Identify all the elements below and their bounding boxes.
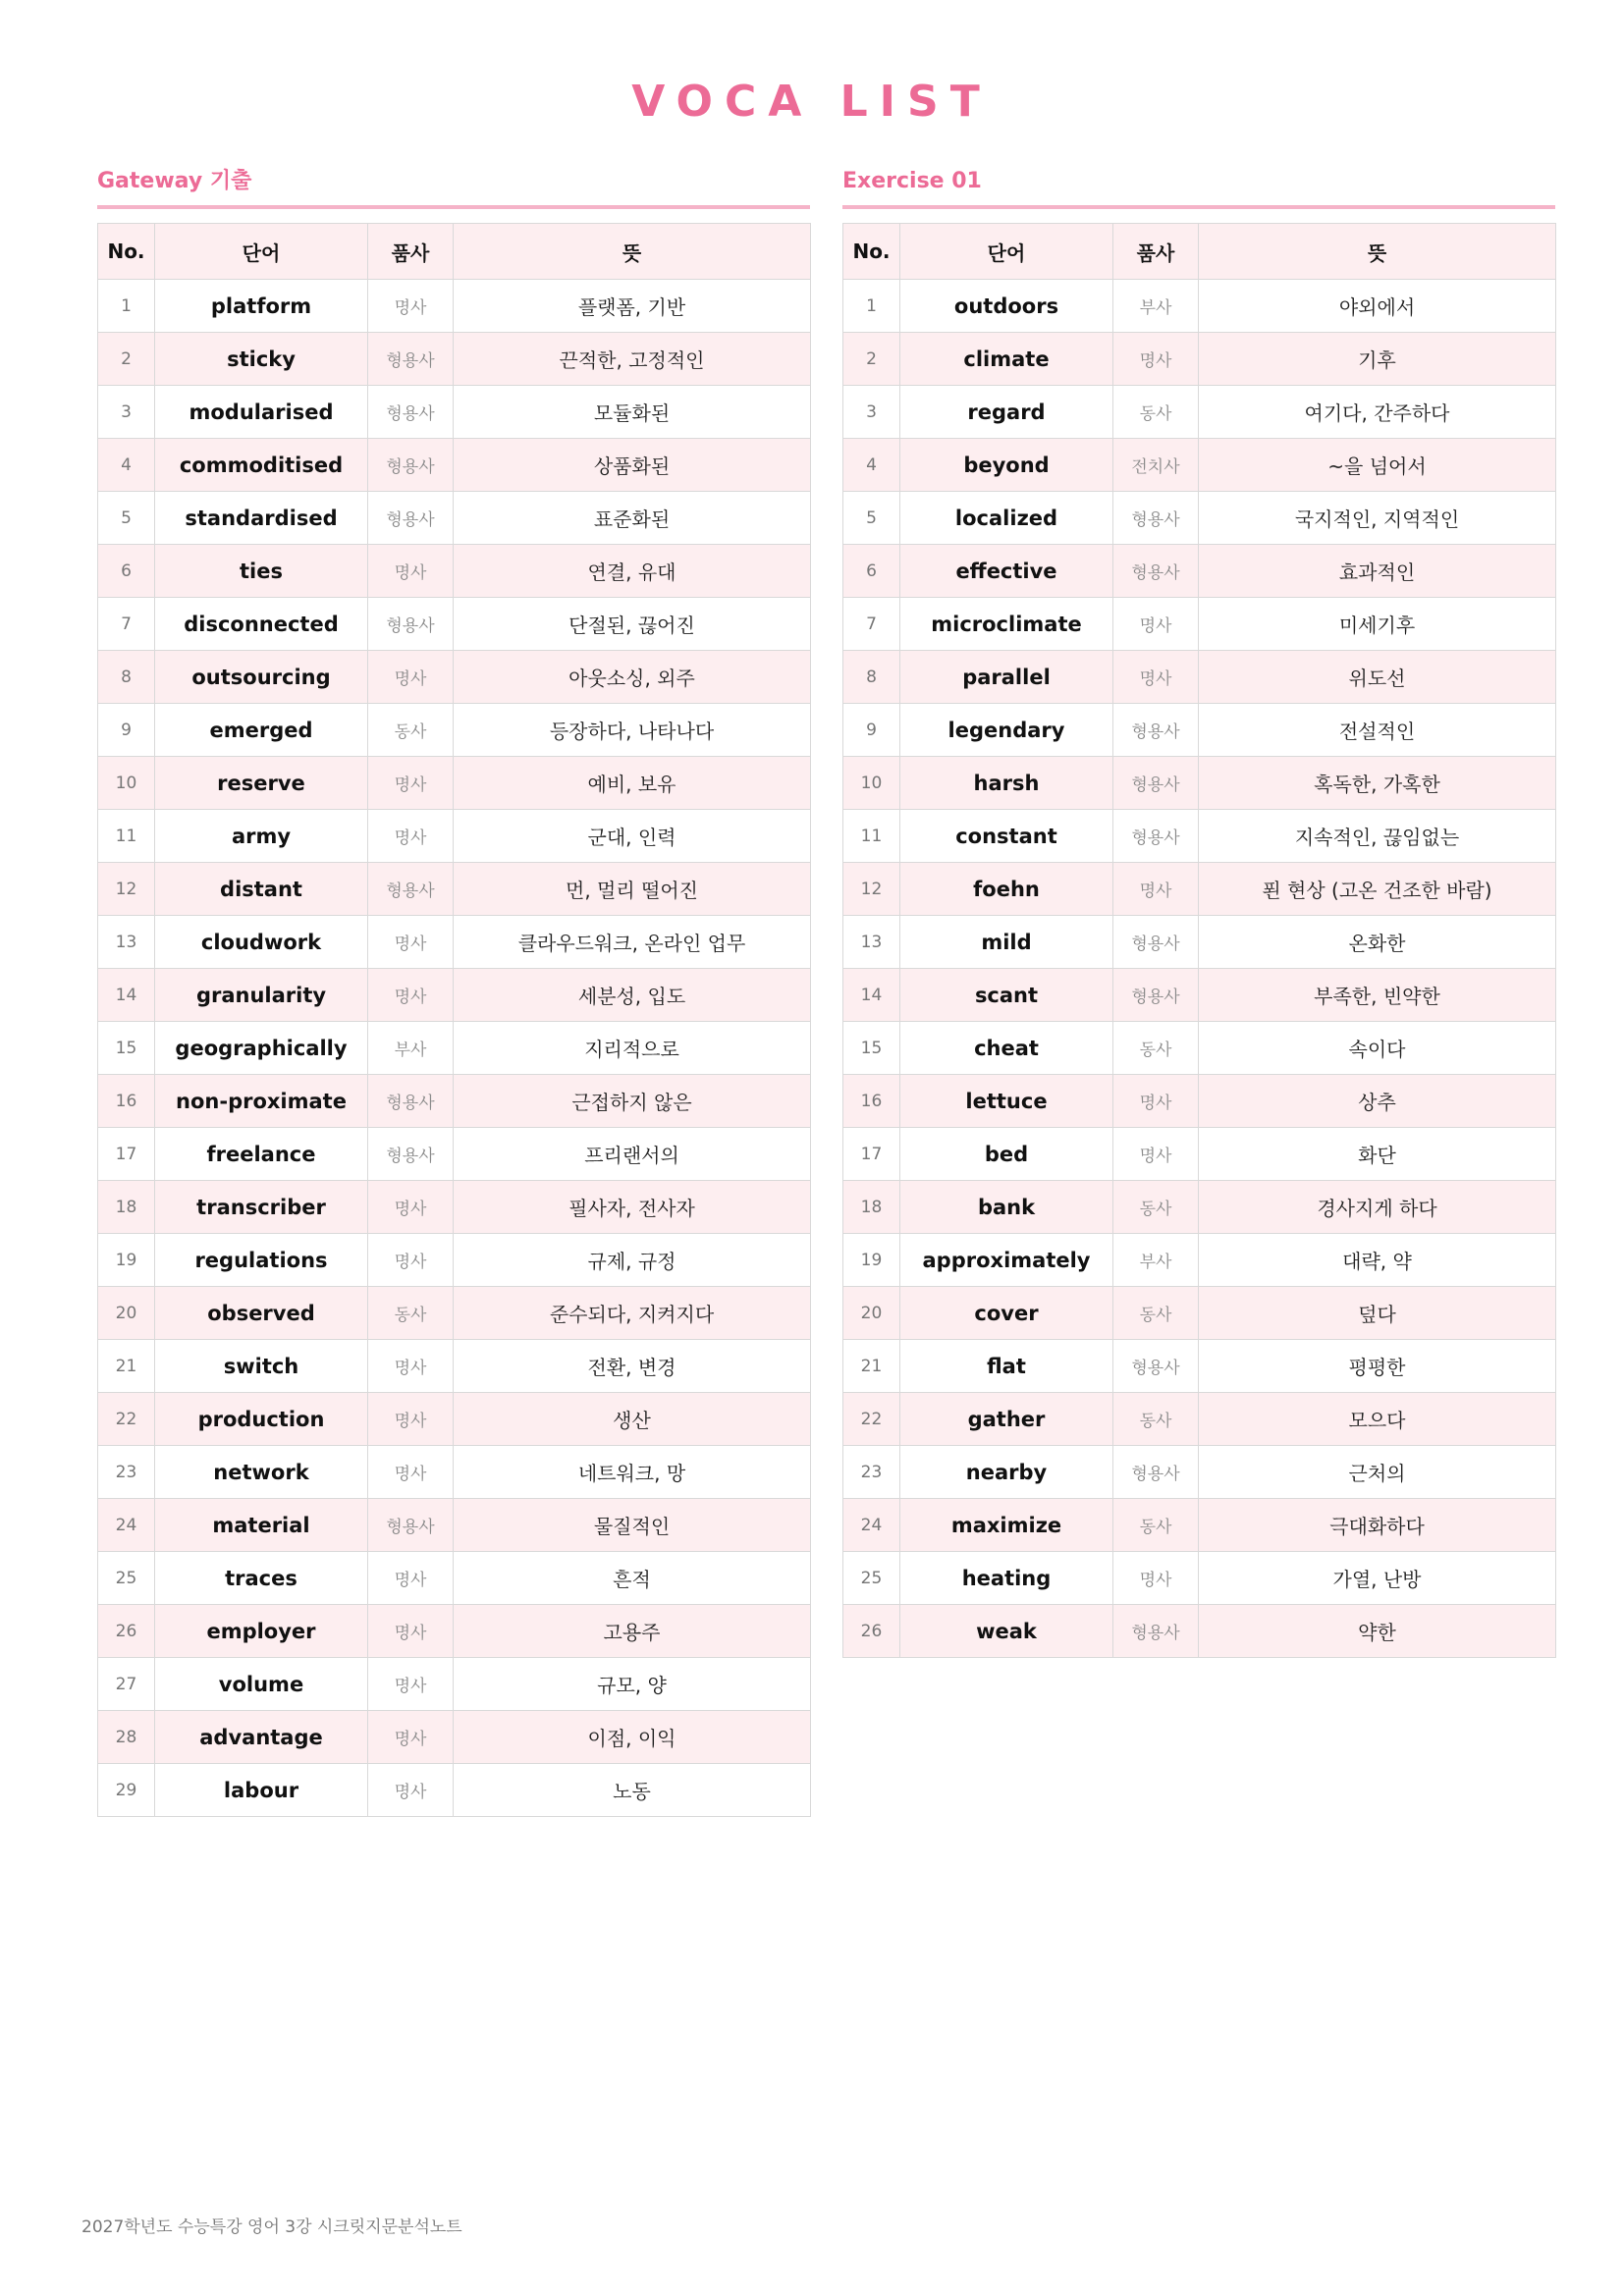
row-word: nearby (900, 1446, 1113, 1499)
row-part-of-speech: 형용사 (368, 492, 454, 545)
row-number: 23 (843, 1446, 900, 1499)
row-word: outsourcing (155, 651, 368, 704)
table-row (843, 1393, 1556, 1446)
table-row (98, 1552, 811, 1605)
row-number: 8 (98, 651, 155, 704)
row-number: 21 (98, 1340, 155, 1393)
row-number: 7 (98, 598, 155, 651)
row-number: 17 (843, 1128, 900, 1181)
row-part-of-speech: 형용사 (1113, 492, 1199, 545)
table-row (98, 492, 811, 545)
row-number: 5 (98, 492, 155, 545)
row-meaning: 지속적인, 끊임없는 (1199, 810, 1556, 863)
table-row (843, 545, 1556, 598)
footer-text: 2027학년도 수능특강 영어 3강 시크릿지문분석노트 (81, 2217, 462, 2237)
table-row (98, 439, 811, 492)
table-row (98, 545, 811, 598)
table-row (843, 386, 1556, 439)
row-word: climate (900, 333, 1113, 386)
table-row (843, 598, 1556, 651)
row-number: 20 (98, 1287, 155, 1340)
row-part-of-speech: 명사 (368, 1446, 454, 1499)
row-word: beyond (900, 439, 1113, 492)
row-number: 3 (98, 386, 155, 439)
table-row (843, 1075, 1556, 1128)
table-row (843, 757, 1556, 810)
table-row (98, 1234, 811, 1287)
row-number: 22 (843, 1393, 900, 1446)
row-number: 14 (98, 969, 155, 1022)
row-part-of-speech: 명사 (1113, 1128, 1199, 1181)
row-word: flat (900, 1340, 1113, 1393)
row-part-of-speech: 동사 (1113, 1499, 1199, 1552)
row-part-of-speech: 형용사 (368, 863, 454, 916)
row-part-of-speech: 형용사 (1113, 1446, 1199, 1499)
row-meaning: 상품화된 (454, 439, 811, 492)
row-word: non-proximate (155, 1075, 368, 1128)
row-meaning: 미세기후 (1199, 598, 1556, 651)
row-part-of-speech: 형용사 (368, 386, 454, 439)
row-meaning: 야외에서 (1199, 280, 1556, 333)
row-number: 25 (98, 1552, 155, 1605)
row-number: 17 (98, 1128, 155, 1181)
row-part-of-speech: 부사 (368, 1022, 454, 1075)
row-number: 1 (98, 280, 155, 333)
table-row (98, 916, 811, 969)
row-part-of-speech: 형용사 (1113, 545, 1199, 598)
row-word: employer (155, 1605, 368, 1658)
row-number: 9 (98, 704, 155, 757)
row-number: 21 (843, 1340, 900, 1393)
header-meaning: 뜻 (454, 224, 811, 280)
row-meaning: 클라우드워크, 온라인 업무 (454, 916, 811, 969)
voca-table-gateway (97, 223, 811, 1817)
row-meaning: 부족한, 빈약한 (1199, 969, 1556, 1022)
row-meaning: 아웃소싱, 외주 (454, 651, 811, 704)
row-part-of-speech: 명사 (368, 1605, 454, 1658)
row-word: platform (155, 280, 368, 333)
table-row (98, 1340, 811, 1393)
row-part-of-speech: 명사 (368, 1711, 454, 1764)
table-row (843, 810, 1556, 863)
row-word: advantage (155, 1711, 368, 1764)
row-number: 12 (843, 863, 900, 916)
row-word: effective (900, 545, 1113, 598)
row-meaning: 흔적 (454, 1552, 811, 1605)
row-meaning: 국지적인, 지역적인 (1199, 492, 1556, 545)
row-number: 3 (843, 386, 900, 439)
row-part-of-speech: 동사 (1113, 386, 1199, 439)
table-row (843, 1499, 1556, 1552)
row-word: granularity (155, 969, 368, 1022)
voca-table-exercise (842, 223, 1556, 1658)
row-meaning: 규제, 규정 (454, 1234, 811, 1287)
row-part-of-speech: 명사 (368, 810, 454, 863)
row-meaning: 화단 (1199, 1128, 1556, 1181)
row-part-of-speech: 부사 (1113, 1234, 1199, 1287)
table-row (843, 1552, 1556, 1605)
row-number: 23 (98, 1446, 155, 1499)
row-word: weak (900, 1605, 1113, 1658)
row-number: 9 (843, 704, 900, 757)
row-meaning: 프리랜서의 (454, 1128, 811, 1181)
row-meaning: 위도선 (1199, 651, 1556, 704)
table-row (843, 1181, 1556, 1234)
row-part-of-speech: 형용사 (1113, 1605, 1199, 1658)
row-number: 27 (98, 1658, 155, 1711)
row-meaning: 혹독한, 가혹한 (1199, 757, 1556, 810)
row-number: 12 (98, 863, 155, 916)
row-meaning: 기후 (1199, 333, 1556, 386)
row-word: ties (155, 545, 368, 598)
table-row (98, 1287, 811, 1340)
row-meaning: 푄 현상 (고온 건조한 바람) (1199, 863, 1556, 916)
row-number: 18 (843, 1181, 900, 1234)
row-word: microclimate (900, 598, 1113, 651)
table-row (843, 1287, 1556, 1340)
row-number: 4 (843, 439, 900, 492)
row-meaning: 군대, 인력 (454, 810, 811, 863)
table-row (98, 1711, 811, 1764)
row-meaning: 필사자, 전사자 (454, 1181, 811, 1234)
row-number: 16 (843, 1075, 900, 1128)
row-meaning: 대략, 약 (1199, 1234, 1556, 1287)
row-word: cloudwork (155, 916, 368, 969)
table-row (843, 1446, 1556, 1499)
row-meaning: 덮다 (1199, 1287, 1556, 1340)
row-word: material (155, 1499, 368, 1552)
row-word: localized (900, 492, 1113, 545)
row-meaning: 표준화된 (454, 492, 811, 545)
table-row (843, 863, 1556, 916)
table-row (98, 598, 811, 651)
section-exercise (842, 167, 1555, 1658)
row-part-of-speech: 형용사 (1113, 810, 1199, 863)
row-word: modularised (155, 386, 368, 439)
row-number: 19 (98, 1234, 155, 1287)
row-number: 25 (843, 1552, 900, 1605)
table-row (98, 386, 811, 439)
row-meaning: 가열, 난방 (1199, 1552, 1556, 1605)
table-row (98, 757, 811, 810)
header-word: 단어 (155, 224, 368, 280)
row-word: harsh (900, 757, 1113, 810)
table-row (98, 1181, 811, 1234)
row-number: 11 (843, 810, 900, 863)
table-row (98, 1658, 811, 1711)
row-meaning: 지리적으로 (454, 1022, 811, 1075)
row-meaning: 세분성, 입도 (454, 969, 811, 1022)
row-part-of-speech: 형용사 (1113, 916, 1199, 969)
row-word: observed (155, 1287, 368, 1340)
table-row (98, 810, 811, 863)
table-row (98, 704, 811, 757)
row-part-of-speech: 형용사 (1113, 1340, 1199, 1393)
row-word: bed (900, 1128, 1113, 1181)
table-row (843, 439, 1556, 492)
row-meaning: 상추 (1199, 1075, 1556, 1128)
row-part-of-speech: 명사 (368, 1340, 454, 1393)
row-word: disconnected (155, 598, 368, 651)
table-row (843, 1234, 1556, 1287)
row-part-of-speech: 명사 (368, 1234, 454, 1287)
row-part-of-speech: 명사 (368, 651, 454, 704)
row-meaning: 등장하다, 나타나다 (454, 704, 811, 757)
row-part-of-speech: 명사 (1113, 1075, 1199, 1128)
row-part-of-speech: 명사 (368, 1658, 454, 1711)
row-part-of-speech: 명사 (368, 1181, 454, 1234)
row-part-of-speech: 명사 (368, 916, 454, 969)
row-part-of-speech: 명사 (1113, 863, 1199, 916)
row-word: constant (900, 810, 1113, 863)
row-meaning: 플랫폼, 기반 (454, 280, 811, 333)
table-body (98, 280, 811, 1817)
row-meaning: 규모, 양 (454, 1658, 811, 1711)
row-word: emerged (155, 704, 368, 757)
row-word: approximately (900, 1234, 1113, 1287)
table-row (98, 1075, 811, 1128)
row-number: 18 (98, 1181, 155, 1234)
row-number: 28 (98, 1711, 155, 1764)
row-number: 13 (843, 916, 900, 969)
table-row (843, 1022, 1556, 1075)
row-word: parallel (900, 651, 1113, 704)
row-word: distant (155, 863, 368, 916)
row-part-of-speech: 명사 (368, 545, 454, 598)
row-part-of-speech: 형용사 (1113, 704, 1199, 757)
row-number: 5 (843, 492, 900, 545)
row-meaning: 모듈화된 (454, 386, 811, 439)
row-number: 14 (843, 969, 900, 1022)
page-title: VOCA LIST (631, 77, 992, 127)
row-word: mild (900, 916, 1113, 969)
row-part-of-speech: 동사 (1113, 1181, 1199, 1234)
section-gateway (97, 167, 810, 1817)
row-meaning: 전환, 변경 (454, 1340, 811, 1393)
table-row (843, 280, 1556, 333)
table-row (98, 969, 811, 1022)
table-body (843, 280, 1556, 1658)
table-row (98, 1393, 811, 1446)
row-part-of-speech: 부사 (1113, 280, 1199, 333)
row-number: 13 (98, 916, 155, 969)
header-meaning: 뜻 (1199, 224, 1556, 280)
row-number: 26 (843, 1605, 900, 1658)
row-meaning: 모으다 (1199, 1393, 1556, 1446)
row-number: 6 (98, 545, 155, 598)
row-word: scant (900, 969, 1113, 1022)
row-word: labour (155, 1764, 368, 1817)
row-part-of-speech: 동사 (1113, 1393, 1199, 1446)
row-meaning: 네트워크, 망 (454, 1446, 811, 1499)
table-row (98, 1022, 811, 1075)
row-meaning: 속이다 (1199, 1022, 1556, 1075)
row-number: 2 (843, 333, 900, 386)
row-word: bank (900, 1181, 1113, 1234)
table-row (843, 1605, 1556, 1658)
row-number: 16 (98, 1075, 155, 1128)
row-number: 15 (98, 1022, 155, 1075)
row-word: network (155, 1446, 368, 1499)
row-part-of-speech: 명사 (368, 1393, 454, 1446)
row-number: 1 (843, 280, 900, 333)
row-number: 6 (843, 545, 900, 598)
table-header-row (843, 224, 1556, 280)
row-part-of-speech: 명사 (368, 757, 454, 810)
table-row (843, 651, 1556, 704)
row-meaning: 이점, 이익 (454, 1711, 811, 1764)
row-part-of-speech: 동사 (368, 1287, 454, 1340)
row-word: volume (155, 1658, 368, 1711)
section-heading: Exercise 01 (842, 169, 982, 193)
table-row (843, 916, 1556, 969)
table-row (98, 333, 811, 386)
row-part-of-speech: 전치사 (1113, 439, 1199, 492)
table-row (98, 1446, 811, 1499)
row-word: transcriber (155, 1181, 368, 1234)
table-row (843, 969, 1556, 1022)
row-meaning: 평평한 (1199, 1340, 1556, 1393)
section-divider (97, 205, 810, 209)
row-word: outdoors (900, 280, 1113, 333)
row-number: 19 (843, 1234, 900, 1287)
row-part-of-speech: 형용사 (368, 598, 454, 651)
row-part-of-speech: 명사 (1113, 651, 1199, 704)
row-word: heating (900, 1552, 1113, 1605)
row-meaning: 생산 (454, 1393, 811, 1446)
row-meaning: 노동 (454, 1764, 811, 1817)
row-part-of-speech: 명사 (368, 1552, 454, 1605)
row-part-of-speech: 명사 (1113, 598, 1199, 651)
row-number: 2 (98, 333, 155, 386)
row-part-of-speech: 동사 (368, 704, 454, 757)
table-row (98, 280, 811, 333)
row-meaning: 연결, 유대 (454, 545, 811, 598)
row-part-of-speech: 형용사 (368, 1499, 454, 1552)
table-row (843, 1340, 1556, 1393)
row-part-of-speech: 형용사 (1113, 969, 1199, 1022)
row-number: 29 (98, 1764, 155, 1817)
row-number: 26 (98, 1605, 155, 1658)
row-meaning: 극대화하다 (1199, 1499, 1556, 1552)
section-divider (842, 205, 1555, 209)
row-meaning: 온화한 (1199, 916, 1556, 969)
row-number: 15 (843, 1022, 900, 1075)
row-word: gather (900, 1393, 1113, 1446)
row-number: 10 (843, 757, 900, 810)
row-meaning: 여기다, 간주하다 (1199, 386, 1556, 439)
table-row (98, 1499, 811, 1552)
row-part-of-speech: 명사 (368, 969, 454, 1022)
row-word: switch (155, 1340, 368, 1393)
row-meaning: ~을 넘어서 (1199, 439, 1556, 492)
row-meaning: 효과적인 (1199, 545, 1556, 598)
row-part-of-speech: 형용사 (368, 1075, 454, 1128)
table-row (843, 333, 1556, 386)
row-word: reserve (155, 757, 368, 810)
row-number: 8 (843, 651, 900, 704)
row-part-of-speech: 형용사 (368, 439, 454, 492)
row-word: commoditised (155, 439, 368, 492)
row-word: cover (900, 1287, 1113, 1340)
row-number: 10 (98, 757, 155, 810)
row-word: regulations (155, 1234, 368, 1287)
row-part-of-speech: 형용사 (368, 333, 454, 386)
row-number: 20 (843, 1287, 900, 1340)
row-word: cheat (900, 1022, 1113, 1075)
row-part-of-speech: 명사 (1113, 333, 1199, 386)
row-part-of-speech: 명사 (368, 280, 454, 333)
table-row (843, 704, 1556, 757)
row-meaning: 준수되다, 지켜지다 (454, 1287, 811, 1340)
row-meaning: 먼, 멀리 떨어진 (454, 863, 811, 916)
row-word: geographically (155, 1022, 368, 1075)
row-meaning: 물질적인 (454, 1499, 811, 1552)
table-row (843, 492, 1556, 545)
table-row (98, 1128, 811, 1181)
row-meaning: 근처의 (1199, 1446, 1556, 1499)
row-word: freelance (155, 1128, 368, 1181)
row-word: lettuce (900, 1075, 1113, 1128)
table-row (98, 1605, 811, 1658)
table-row (98, 1764, 811, 1817)
table-row (98, 863, 811, 916)
row-part-of-speech: 명사 (368, 1764, 454, 1817)
header-no: No. (98, 224, 155, 280)
row-meaning: 경사지게 하다 (1199, 1181, 1556, 1234)
row-word: army (155, 810, 368, 863)
row-meaning: 고용주 (454, 1605, 811, 1658)
row-meaning: 끈적한, 고정적인 (454, 333, 811, 386)
row-word: regard (900, 386, 1113, 439)
row-meaning: 약한 (1199, 1605, 1556, 1658)
row-word: maximize (900, 1499, 1113, 1552)
header-word: 단어 (900, 224, 1113, 280)
row-word: production (155, 1393, 368, 1446)
row-part-of-speech: 동사 (1113, 1287, 1199, 1340)
row-word: sticky (155, 333, 368, 386)
row-word: legendary (900, 704, 1113, 757)
section-heading: Gateway 기출 (97, 169, 252, 193)
row-meaning: 근접하지 않은 (454, 1075, 811, 1128)
table-header-row (98, 224, 811, 280)
row-word: foehn (900, 863, 1113, 916)
row-number: 24 (843, 1499, 900, 1552)
row-number: 22 (98, 1393, 155, 1446)
row-word: standardised (155, 492, 368, 545)
table-row (843, 1128, 1556, 1181)
row-word: traces (155, 1552, 368, 1605)
header-pos: 품사 (1113, 224, 1199, 280)
row-number: 24 (98, 1499, 155, 1552)
row-number: 4 (98, 439, 155, 492)
row-meaning: 전설적인 (1199, 704, 1556, 757)
row-meaning: 예비, 보유 (454, 757, 811, 810)
header-pos: 품사 (368, 224, 454, 280)
table-row (98, 651, 811, 704)
row-part-of-speech: 형용사 (1113, 757, 1199, 810)
header-no: No. (843, 224, 900, 280)
row-number: 7 (843, 598, 900, 651)
row-part-of-speech: 형용사 (368, 1128, 454, 1181)
row-part-of-speech: 동사 (1113, 1022, 1199, 1075)
row-meaning: 단절된, 끊어진 (454, 598, 811, 651)
row-part-of-speech: 명사 (1113, 1552, 1199, 1605)
row-number: 11 (98, 810, 155, 863)
